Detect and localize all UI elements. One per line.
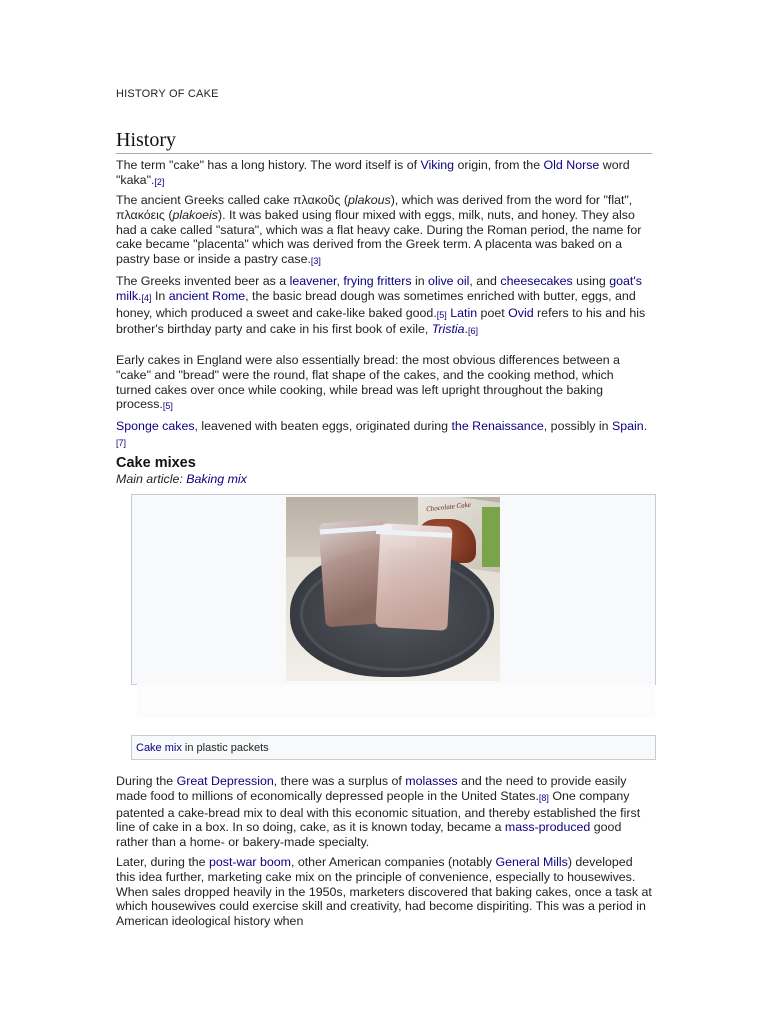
- link-goats-milk[interactable]: goat's milk: [116, 274, 642, 303]
- text: ). It was baked using flour mixed with eggs, milk, nuts, and honey. They also had a cake called "satura", which was a flat heavy cake. During the Roman period, the name for cake became "placenta" which was derived from the Greek term. A placenta was baked on a pastry base or inside a pastry case.: [116, 207, 642, 267]
- figure-caption: [136, 742, 269, 754]
- link-cheesecakes[interactable]: cheesecakes: [500, 274, 573, 288]
- text: ), which was derived from the word for "flat", πλακόεις (: [116, 193, 633, 222]
- link-molasses[interactable]: molasses: [405, 774, 458, 788]
- text: in: [411, 274, 429, 288]
- reference-7[interactable]: [7]: [116, 437, 127, 448]
- text: , the basic bread dough was sometimes enriched with butter, eggs, and honey, which produced a sweet and cake-like baked good.: [116, 288, 636, 320]
- text: One company patented a cake-bread mix to deal with this economic situation, and thereby established the first line of cake in a box. In so doing, cake, as it is known today, became a: [116, 788, 641, 835]
- paragraph-term-origin: [116, 158, 652, 190]
- text: good rather than a home- or bakery-made specialty.: [116, 820, 622, 850]
- reference-2[interactable]: [2]: [154, 176, 165, 187]
- link-latin[interactable]: Latin: [450, 305, 478, 320]
- link-cake-mix[interactable]: Cake mix: [136, 742, 182, 754]
- link-mass-produced[interactable]: mass-produced: [504, 820, 591, 835]
- reference-4[interactable]: [4]: [141, 292, 152, 303]
- link-leavener[interactable]: leavener: [289, 274, 337, 288]
- text: , other American companies (notably: [290, 855, 496, 869]
- reference-3[interactable]: [3]: [310, 256, 321, 267]
- text: In: [151, 288, 169, 303]
- link-spain[interactable]: Spain: [611, 419, 644, 433]
- text: Later, during the: [116, 855, 209, 869]
- text: During the: [116, 774, 177, 788]
- reference-6[interactable]: [6]: [468, 326, 479, 337]
- cake-mix-photo[interactable]: [286, 497, 500, 681]
- text: origin, from the: [454, 158, 544, 172]
- paragraph-great-depression: [116, 774, 652, 850]
- link-tristia[interactable]: Tristia: [431, 322, 465, 337]
- history-heading: History: [116, 128, 652, 154]
- link-old-norse[interactable]: Old Norse: [543, 158, 600, 172]
- figure-spacer: [137, 684, 655, 718]
- text: ,: [336, 274, 344, 288]
- text: ) developed this idea further, marketing cake mix on the principle of convenience, especially to housewives. When sales dropped heavily in the 1950s, marketers discovered that baking cakes, once a task at which housewives could exercise skill and creativity, had become dispiriting. This was a period in American ideological history when: [116, 855, 652, 929]
- text: .: [138, 288, 142, 303]
- link-sponge-cakes[interactable]: Sponge cakes: [116, 419, 195, 433]
- reference-5[interactable]: [5]: [162, 401, 173, 412]
- link-olive-oil[interactable]: olive oil: [428, 274, 470, 288]
- paragraph-sponge-cakes: [116, 419, 652, 451]
- hatnote-label: Main article:: [116, 472, 187, 486]
- text: The Greeks invented beer as a: [116, 274, 290, 288]
- text: Early cakes in England were also essentially bread: the most obvious differences between a "cake" and "bread" were the round, flat shape of the cakes, and the cooking method, which turned cakes over once while cooking, while bread was left upright throughout the baking process.: [116, 353, 620, 412]
- paragraph-post-war-boom: [116, 855, 652, 929]
- figure-caption-box: [131, 735, 656, 760]
- text: refers to his and his brother's birthday party and cake in his first book of exile,: [116, 305, 646, 337]
- text: word "kaka".: [116, 158, 630, 187]
- text: , there was a surplus of: [273, 774, 406, 788]
- link-frying[interactable]: frying: [343, 274, 374, 288]
- text: , leavened with beaten eggs, originated during: [194, 419, 452, 433]
- cake-box-label: Chocolate Cake: [425, 500, 472, 514]
- cake-mixes-heading: Cake mixes: [116, 455, 196, 471]
- main-article-hatnote: [116, 472, 247, 486]
- link-baking-mix[interactable]: Baking mix: [186, 472, 247, 486]
- text: The ancient Greeks called cake πλακοῦς (: [116, 193, 348, 207]
- link-ancient-rome[interactable]: ancient Rome: [168, 288, 246, 303]
- flour-mix-packet: [375, 523, 452, 631]
- link-viking[interactable]: Viking: [420, 158, 454, 172]
- text: .: [464, 322, 468, 337]
- text: .: [643, 419, 648, 433]
- text: The term "cake" has a long history. The word itself is of: [116, 158, 421, 172]
- term-plakoeis: plakoeis: [172, 207, 218, 222]
- term-plakous: plakous: [347, 193, 391, 207]
- reference-8[interactable]: [8]: [538, 792, 549, 803]
- paragraph-early-cakes-england: [116, 353, 652, 414]
- text: and the need to provide easily made food to millions of economically depressed people in the United States.: [116, 774, 627, 803]
- link-great-depression[interactable]: Great Depression: [176, 774, 274, 788]
- link-post-war-boom[interactable]: post-war boom: [209, 855, 291, 869]
- text: , and: [469, 274, 501, 288]
- paragraph-ancient-greeks: [116, 193, 652, 269]
- link-ovid[interactable]: Ovid: [508, 305, 534, 320]
- green-package: [482, 507, 500, 567]
- text: poet: [477, 305, 509, 320]
- text: using: [572, 274, 610, 288]
- link-the-renaissance[interactable]: the Renaissance: [451, 419, 544, 433]
- text: , possibly in: [543, 419, 612, 433]
- reference-5[interactable]: [5]: [436, 309, 447, 320]
- caption-text: in plastic packets: [181, 742, 269, 754]
- link-fritters[interactable]: fritters: [377, 274, 412, 288]
- link-general-mills[interactable]: General Mills: [495, 855, 568, 869]
- document-title: HISTORY OF CAKE: [116, 88, 219, 100]
- paragraph-greeks-beer: [116, 274, 652, 339]
